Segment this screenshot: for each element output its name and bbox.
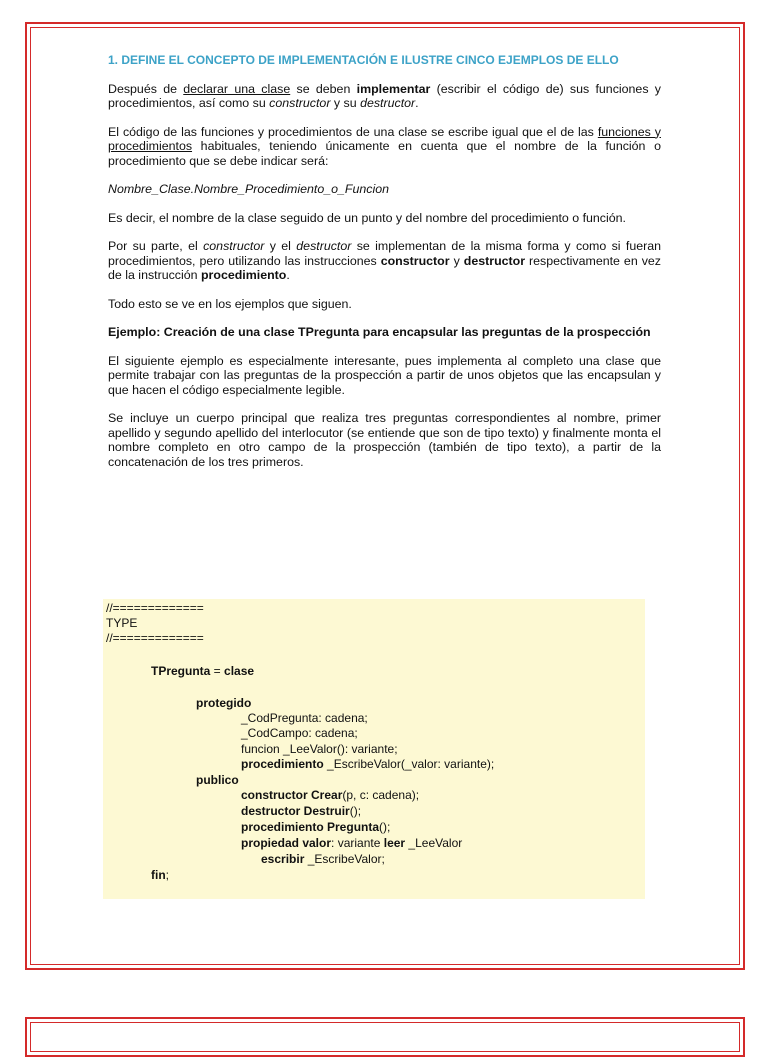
code-keyword: fin (151, 868, 166, 882)
document-body (108, 53, 661, 483)
code-block (103, 599, 645, 899)
text: y el (264, 239, 297, 253)
code-line: //============= (106, 631, 204, 645)
code-text: (p, c: cadena); (342, 788, 420, 802)
paragraph-siguiente-ejemplo: El siguiente ejemplo es especialmente interesante, pues implementa al completo una clase que permite trabajar con las preguntas de la prospección a partir de unos objetos que las encapsulan y que hacen el código especialmente legible. (108, 353, 661, 397)
text: y (449, 253, 464, 268)
text: se implementan de la misma forma y como si fueran procedimientos, pero utilizando las instrucciones (108, 239, 662, 268)
next-page-frame (25, 1017, 745, 1057)
link-declarar-clase[interactable]: declarar una clase (183, 81, 291, 96)
paragraph-nombre-clase: Nombre_Clase.Nombre_Procedimiento_o_Funcion (108, 182, 389, 196)
code-text: _LeeValor (405, 836, 463, 850)
code-keyword: destructor Destruir (241, 804, 350, 818)
code-line: protegido (196, 696, 252, 710)
paragraph-declarar (108, 82, 661, 111)
text: . (415, 96, 419, 110)
text: (escribir el código de) sus funciones y procedimientos, así como su (108, 81, 661, 110)
paragraph-es-decir: Es decir, el nombre de la clase seguido de un punto y del nombre del procedimiento o función. (108, 210, 626, 225)
code-text: (); (349, 804, 362, 818)
code-text: = (210, 664, 225, 678)
paragraph-constructor (108, 239, 661, 283)
text: se deben (290, 81, 357, 96)
italic-text: destructor (296, 239, 352, 253)
text: El código de las funciones y procedimientos de una clase se escribe igual que el de las (108, 124, 598, 139)
code-keyword: propiedad valor (241, 836, 332, 850)
text: Por su parte, el (108, 239, 204, 253)
code-line (151, 868, 169, 884)
example-heading: Ejemplo: Creación de una clase TPregunta para encapsular las preguntas de la prospección (108, 325, 651, 339)
code-line (151, 664, 254, 680)
code-line: _CodPregunta: cadena; (241, 711, 368, 725)
bold-text: implementar (356, 81, 431, 96)
paragraph-todo-esto: Todo esto se ve en los ejemplos que siguen. (108, 296, 352, 311)
bold-text: constructor (380, 253, 450, 268)
paragraph-cuerpo-principal: Se incluye un cuerpo principal que realiza tres preguntas correspondientes al nombre, primer apellido y segundo apellido del interlocutor (se entiende que son de tipo texto) y finalmente monta el nombre completo en otro campo de la prospección (también de tipo texto), a partir de la concatenación de los tres primeros. (108, 411, 661, 469)
bold-text: procedimiento (200, 268, 287, 282)
code-text: _EscribeValor(_valor: variante); (323, 757, 495, 771)
code-line: //============= (106, 601, 204, 615)
code-line (261, 852, 385, 868)
bold-text: destructor (463, 253, 526, 268)
code-keyword: constructor Crear (241, 788, 343, 802)
text: y su (330, 96, 361, 110)
link-funciones-procedimientos[interactable]: funciones y procedimientos (108, 124, 661, 153)
code-keyword: TPregunta (151, 664, 211, 678)
code-keyword: procedimiento (241, 757, 324, 771)
code-keyword: procedimiento Pregunta (241, 820, 380, 834)
code-keyword: clase (224, 664, 255, 678)
code-text: : variante (331, 836, 384, 850)
code-keyword: escribir (261, 852, 305, 866)
text: . (286, 268, 290, 282)
code-line (241, 804, 361, 820)
code-text: ; (165, 868, 170, 882)
code-line (241, 836, 462, 852)
code-line (241, 788, 419, 804)
italic-text: constructor (203, 239, 265, 253)
text: respectivamente en vez de la instrucción (108, 253, 661, 282)
code-text: _EscribeValor; (304, 852, 385, 866)
code-keyword: leer (383, 836, 406, 850)
paragraph-codigo (108, 125, 661, 169)
code-line: publico (196, 773, 239, 787)
text: Después de (108, 81, 184, 96)
code-line: funcion _LeeValor(): variante; (241, 742, 398, 756)
italic-text: destructor (360, 96, 416, 110)
section-heading: 1. DEFINE EL CONCEPTO DE IMPLEMENTACIÓN E ILUSTRE CINCO EJEMPLOS DE ELLO (108, 53, 619, 67)
text: habituales, teniendo únicamente en cuenta que el nombre de la función o procedimiento que se debe indicar será: (108, 139, 661, 168)
italic-text: constructor (269, 96, 331, 110)
code-line (241, 820, 390, 836)
code-line: _CodCampo: cadena; (241, 726, 358, 740)
code-line: TYPE (106, 616, 138, 630)
code-text: (); (379, 820, 391, 834)
code-line (241, 757, 494, 773)
